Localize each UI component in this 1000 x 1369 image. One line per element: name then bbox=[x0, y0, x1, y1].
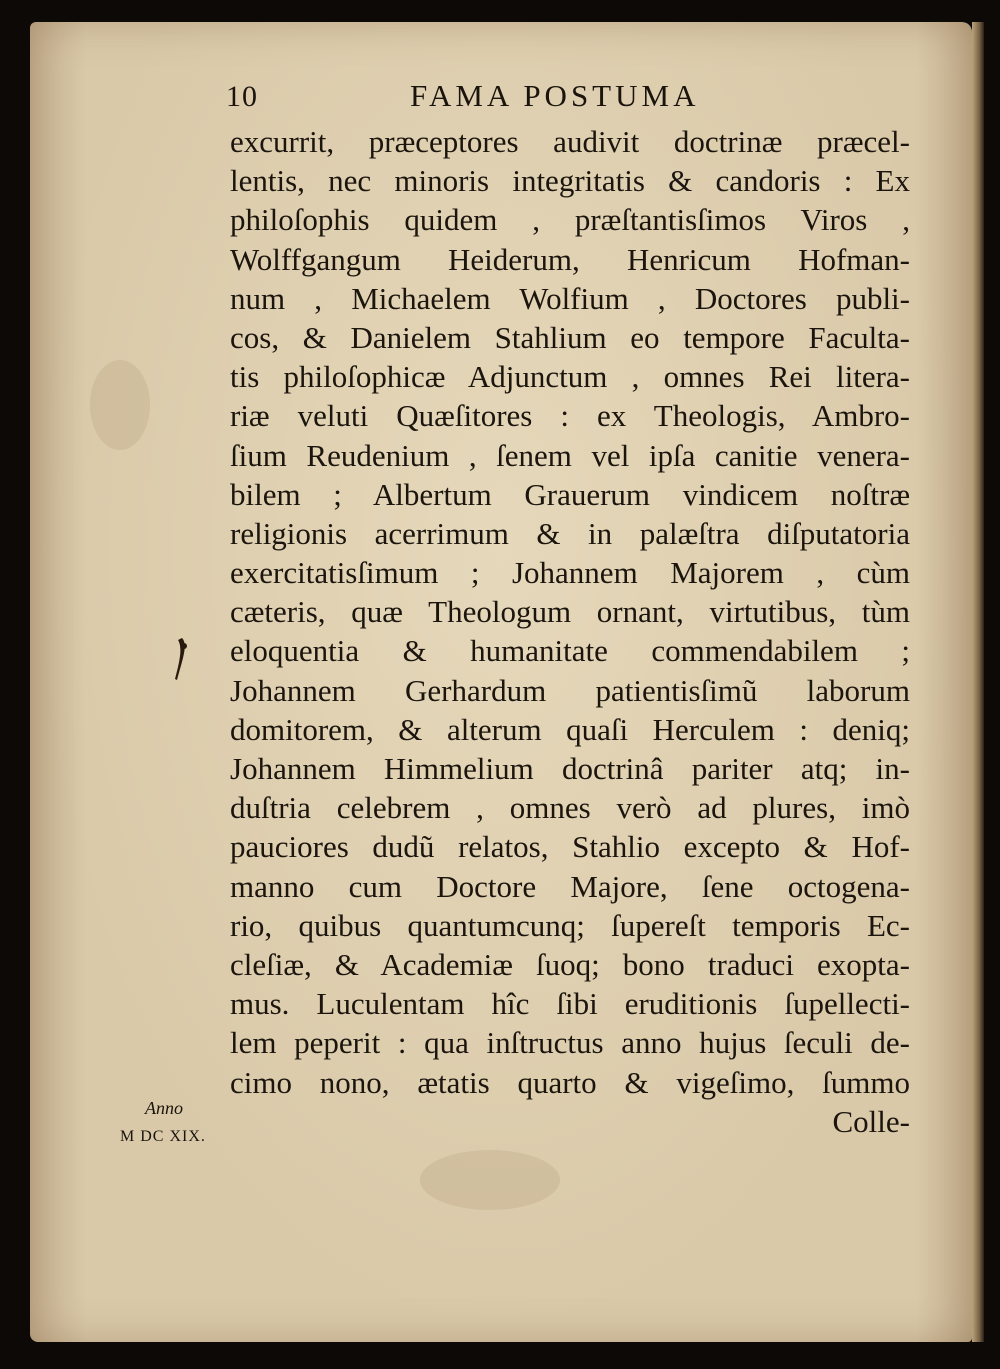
text-line: Wolffgangum Heiderum, Henricum Hofman- bbox=[230, 241, 910, 277]
paper-stain bbox=[90, 360, 150, 450]
ink-mark-icon bbox=[172, 636, 192, 682]
margin-note-anno: Anno bbox=[145, 1098, 183, 1118]
text-line: cleſiæ, & Academiæ ſuoq; bono traduci exopta- bbox=[230, 946, 910, 982]
text-line: cimo nono, ætatis quarto & vigeſimo, ſummo bbox=[230, 1064, 910, 1100]
text-line: rio, quibus quantumcunq; ſupereſt temporis Ec- bbox=[230, 907, 910, 943]
page-number: 10 bbox=[226, 80, 258, 113]
catchword: Colle- bbox=[832, 1103, 910, 1139]
text-line: tis philoſophicæ Adjunctum , omnes Rei litera- bbox=[230, 359, 910, 395]
text-line: Johannem Gerhardum patientisſimũ laborum bbox=[230, 672, 910, 708]
running-title: FAMA POSTUMA bbox=[410, 78, 700, 113]
text-line: cæteris, quæ Theologum ornant, virtutibus, tùm bbox=[230, 594, 910, 630]
text-line: domitorem, & alterum quaſi Herculem : deniq; bbox=[230, 711, 910, 747]
text-line: excurrit, præceptores audivit doctrinæ præcel- bbox=[230, 124, 910, 159]
text-line: manno cum Doctore Majore, ſene octogena- bbox=[230, 868, 910, 904]
text-line: cos, & Danielem Stahlium eo tempore Faculta- bbox=[230, 319, 910, 355]
text-line: Johannem Himmelium doctrinâ pariter atq; in- bbox=[230, 751, 910, 786]
text-line: lentis, nec minoris integritatis & candoris : Ex bbox=[230, 163, 910, 199]
text-line: mus. Luculentam hîc ſibi eruditionis ſupellecti- bbox=[230, 986, 910, 1022]
text-line: philoſophis quidem , præſtantisſimos Viros , bbox=[230, 202, 910, 238]
page-header bbox=[0, 74, 1000, 124]
paper-stain bbox=[420, 1150, 560, 1210]
text-line: pauciores dudũ relatos, Stahlio excepto & Hof- bbox=[230, 829, 910, 865]
page-edge bbox=[972, 22, 984, 1342]
text-line: lem peperit : qua inſtructus anno hujus ſeculi de- bbox=[230, 1025, 910, 1061]
body-text bbox=[230, 122, 910, 1141]
text-line: num , Michaelem Wolfium , Doctores publi- bbox=[230, 280, 910, 316]
text-line: riæ veluti Quæſitores : ex Theologis, Ambro- bbox=[230, 398, 910, 434]
text-line: ſium Reudenium , ſenem vel ipſa canitie venera- bbox=[230, 437, 910, 473]
text-line: duſtria celebrem , omnes verò ad plures, imò bbox=[230, 790, 910, 826]
margin-note-year: M DC XIX. bbox=[120, 1128, 206, 1145]
text-line: bilem ; Albertum Grauerum vindicem noſtræ bbox=[230, 476, 910, 512]
text-line: exercitatisſimum ; Johannem Majorem , cùm bbox=[230, 555, 910, 591]
text-line: eloquentia & humanitate commendabilem ; bbox=[230, 633, 910, 669]
text-line: religionis acerrimum & in palæſtra diſputatoria bbox=[230, 515, 910, 551]
